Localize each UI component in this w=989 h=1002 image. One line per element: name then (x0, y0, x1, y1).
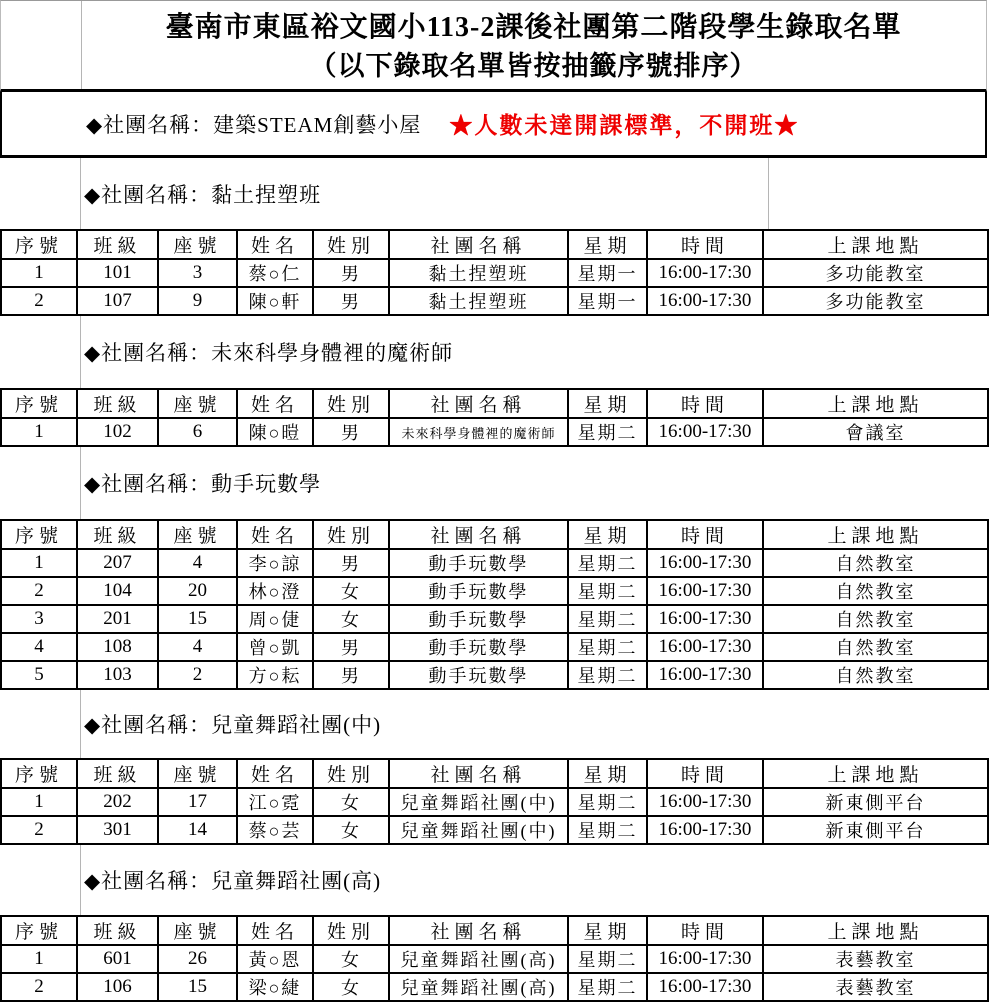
section-label-band (0, 447, 987, 519)
header-location: 上課地點 (763, 916, 988, 945)
cell-location: 新東側平台 (763, 788, 988, 816)
section-title: ◆社團名稱：兒童舞蹈社團(中) (84, 713, 382, 737)
header-name: 姓名 (237, 916, 313, 945)
cell-time: 16:00-17:30 (647, 577, 763, 605)
gridline (81, 1, 82, 89)
cell-gender: 男 (313, 259, 389, 287)
gridline (768, 158, 769, 229)
header-gender: 姓別 (313, 916, 389, 945)
cell-time: 16:00-17:30 (647, 788, 763, 816)
cell-name: 周○倢 (237, 605, 313, 633)
cell-time: 16:00-17:30 (647, 816, 763, 844)
header-name: 姓名 (237, 520, 313, 549)
header-club: 社團名稱 (389, 520, 568, 549)
header-seat: 座號 (158, 230, 237, 259)
cell-gender: 女 (313, 945, 389, 973)
header-row (1, 520, 988, 549)
cell-class: 201 (77, 605, 158, 633)
cell-gender: 男 (313, 661, 389, 689)
cell-name: 蔡○芸 (237, 816, 313, 844)
cell-class: 107 (77, 287, 158, 315)
cell-class: 102 (77, 418, 158, 446)
header-seq: 序號 (1, 230, 77, 259)
header-club: 社團名稱 (389, 230, 568, 259)
cell-seq: 2 (1, 577, 77, 605)
cell-seat: 15 (158, 973, 237, 1001)
cell-name: 黃○恩 (237, 945, 313, 973)
table-row (1, 633, 988, 661)
cell-location: 自然教室 (763, 577, 988, 605)
cancelled-club-band (0, 92, 987, 158)
cell-seq: 1 (1, 259, 77, 287)
cell-location: 自然教室 (763, 661, 988, 689)
cell-name: 梁○緁 (237, 973, 313, 1001)
gridline (80, 158, 81, 229)
cell-location: 表藝教室 (763, 973, 988, 1001)
cancelled-club-label: ◆社團名稱：建築STEAM創藝小屋 (86, 112, 422, 137)
header-gender: 姓別 (313, 759, 389, 788)
cell-weekday: 星期二 (568, 788, 647, 816)
cell-club: 動手玩數學 (389, 633, 568, 661)
cell-location: 表藝教室 (763, 945, 988, 973)
cell-seat: 6 (158, 418, 237, 446)
roster-table (0, 519, 989, 690)
table-row (1, 418, 988, 446)
cell-weekday: 星期二 (568, 945, 647, 973)
cell-gender: 女 (313, 577, 389, 605)
roster-table (0, 758, 989, 845)
section-label-band (0, 158, 987, 229)
cell-gender: 女 (313, 788, 389, 816)
header-club: 社團名稱 (389, 916, 568, 945)
section-title: ◆社團名稱：動手玩數學 (84, 472, 322, 496)
table-row (1, 259, 988, 287)
cell-class: 106 (77, 973, 158, 1001)
cell-weekday: 星期二 (568, 418, 647, 446)
cell-location: 多功能教室 (763, 287, 988, 315)
header-seq: 序號 (1, 759, 77, 788)
cell-club: 兒童舞蹈社團(高) (389, 945, 568, 973)
header-time: 時間 (647, 520, 763, 549)
cell-location: 多功能教室 (763, 259, 988, 287)
cell-weekday: 星期一 (568, 259, 647, 287)
cell-class: 103 (77, 661, 158, 689)
header-weekday: 星期 (568, 230, 647, 259)
section-title: ◆社團名稱：兒童舞蹈社團(高) (84, 869, 382, 893)
document-subtitle: （以下錄取名單皆按抽籤序號排序） (309, 51, 758, 81)
cell-seat: 17 (158, 788, 237, 816)
table-row (1, 788, 988, 816)
cell-seq: 1 (1, 945, 77, 973)
cell-club: 動手玩數學 (389, 549, 568, 577)
cell-club: 動手玩數學 (389, 661, 568, 689)
cell-seat: 4 (158, 633, 237, 661)
cell-class: 202 (77, 788, 158, 816)
cell-seq: 4 (1, 633, 77, 661)
table-row (1, 605, 988, 633)
cell-time: 16:00-17:30 (647, 633, 763, 661)
cell-class: 301 (77, 816, 158, 844)
header-seq: 序號 (1, 520, 77, 549)
cell-name: 李○諒 (237, 549, 313, 577)
cell-class: 108 (77, 633, 158, 661)
header-weekday: 星期 (568, 916, 647, 945)
cell-seq: 1 (1, 549, 77, 577)
cell-seq: 5 (1, 661, 77, 689)
header-time: 時間 (647, 759, 763, 788)
header-seq: 序號 (1, 389, 77, 418)
cell-weekday: 星期二 (568, 577, 647, 605)
cell-weekday: 星期二 (568, 605, 647, 633)
table-row (1, 973, 988, 1001)
cell-name: 江○霓 (237, 788, 313, 816)
cell-weekday: 星期二 (568, 661, 647, 689)
header-location: 上課地點 (763, 759, 988, 788)
cell-gender: 女 (313, 816, 389, 844)
roster-table (0, 915, 989, 1002)
cell-name: 陳○軒 (237, 287, 313, 315)
club-sections-container (0, 158, 987, 1002)
header-name: 姓名 (237, 389, 313, 418)
cell-gender: 男 (313, 549, 389, 577)
cell-gender: 男 (313, 418, 389, 446)
header-gender: 姓別 (313, 520, 389, 549)
cell-time: 16:00-17:30 (647, 973, 763, 1001)
cell-weekday: 星期二 (568, 549, 647, 577)
document-title: 臺南市東區裕文國小113-2課後社團第二階段學生錄取名單 (165, 12, 902, 43)
cell-club: 兒童舞蹈社團(中) (389, 816, 568, 844)
header-name: 姓名 (237, 759, 313, 788)
header-location: 上課地點 (763, 230, 988, 259)
header-class: 班級 (77, 759, 158, 788)
header-location: 上課地點 (763, 520, 988, 549)
header-class: 班級 (77, 520, 158, 549)
cell-club: 兒童舞蹈社團(高) (389, 973, 568, 1001)
header-seat: 座號 (158, 389, 237, 418)
cell-location: 新東側平台 (763, 816, 988, 844)
table-row (1, 661, 988, 689)
cell-club: 未來科學身體裡的魔術師 (389, 418, 568, 446)
gridline (80, 447, 81, 519)
cell-name: 陳○暟 (237, 418, 313, 446)
cell-name: 曾○凱 (237, 633, 313, 661)
cell-seq: 2 (1, 287, 77, 315)
header-gender: 姓別 (313, 230, 389, 259)
table-row (1, 287, 988, 315)
cell-weekday: 星期一 (568, 287, 647, 315)
cell-seat: 3 (158, 259, 237, 287)
header-row (1, 230, 988, 259)
cell-seat: 14 (158, 816, 237, 844)
cell-seq: 3 (1, 605, 77, 633)
header-gender: 姓別 (313, 389, 389, 418)
not-opening-warning: ★人數未達開課標準，不開班★ (449, 113, 800, 138)
header-club: 社團名稱 (389, 759, 568, 788)
cell-gender: 男 (313, 287, 389, 315)
header-row (1, 916, 988, 945)
cell-seat: 2 (158, 661, 237, 689)
header-time: 時間 (647, 389, 763, 418)
cell-location: 自然教室 (763, 549, 988, 577)
cell-weekday: 星期二 (568, 973, 647, 1001)
cell-seat: 9 (158, 287, 237, 315)
header-class: 班級 (77, 916, 158, 945)
section-title: ◆社團名稱：未來科學身體裡的魔術師 (84, 341, 454, 365)
cell-time: 16:00-17:30 (647, 945, 763, 973)
header-club: 社團名稱 (389, 389, 568, 418)
header-class: 班級 (77, 389, 158, 418)
table-row (1, 577, 988, 605)
cell-club: 兒童舞蹈社團(中) (389, 788, 568, 816)
section-label-band (0, 845, 987, 915)
cell-club: 黏土捏塑班 (389, 259, 568, 287)
cell-seq: 2 (1, 816, 77, 844)
cell-time: 16:00-17:30 (647, 605, 763, 633)
cell-location: 自然教室 (763, 605, 988, 633)
cell-name: 蔡○仁 (237, 259, 313, 287)
cell-seat: 4 (158, 549, 237, 577)
header-time: 時間 (647, 916, 763, 945)
header-weekday: 星期 (568, 520, 647, 549)
header-weekday: 星期 (568, 759, 647, 788)
cell-location: 自然教室 (763, 633, 988, 661)
cell-class: 101 (77, 259, 158, 287)
cell-time: 16:00-17:30 (647, 661, 763, 689)
section-label-band (0, 690, 987, 758)
cell-class: 104 (77, 577, 158, 605)
cell-club: 黏土捏塑班 (389, 287, 568, 315)
cell-class: 601 (77, 945, 158, 973)
cell-time: 16:00-17:30 (647, 418, 763, 446)
cell-seq: 2 (1, 973, 77, 1001)
cell-seq: 1 (1, 418, 77, 446)
header-time: 時間 (647, 230, 763, 259)
cell-name: 林○澄 (237, 577, 313, 605)
cell-seat: 20 (158, 577, 237, 605)
header-location: 上課地點 (763, 389, 988, 418)
cell-time: 16:00-17:30 (647, 259, 763, 287)
cell-time: 16:00-17:30 (647, 287, 763, 315)
cell-weekday: 星期二 (568, 633, 647, 661)
header-seat: 座號 (158, 759, 237, 788)
header-seat: 座號 (158, 520, 237, 549)
header-seq: 序號 (1, 916, 77, 945)
table-row (1, 549, 988, 577)
cell-gender: 男 (313, 633, 389, 661)
header-row (1, 389, 988, 418)
gridline (80, 690, 81, 758)
header-class: 班級 (77, 230, 158, 259)
cell-location: 會議室 (763, 418, 988, 446)
cell-time: 16:00-17:30 (647, 549, 763, 577)
header-name: 姓名 (237, 230, 313, 259)
cell-club: 動手玩數學 (389, 605, 568, 633)
header-seat: 座號 (158, 916, 237, 945)
gridline (80, 316, 81, 388)
cell-seat: 15 (158, 605, 237, 633)
cell-gender: 女 (313, 605, 389, 633)
cell-seat: 26 (158, 945, 237, 973)
roster-table (0, 229, 989, 316)
cell-club: 動手玩數學 (389, 577, 568, 605)
table-row (1, 816, 988, 844)
cell-gender: 女 (313, 973, 389, 1001)
document-header (0, 0, 987, 92)
cell-weekday: 星期二 (568, 816, 647, 844)
header-weekday: 星期 (568, 389, 647, 418)
roster-table (0, 388, 989, 447)
cell-class: 207 (77, 549, 158, 577)
section-label-band (0, 316, 987, 388)
table-row (1, 945, 988, 973)
cell-name: 方○耘 (237, 661, 313, 689)
section-title: ◆社團名稱：黏土捏塑班 (84, 182, 322, 207)
gridline (80, 845, 81, 915)
header-row (1, 759, 988, 788)
cell-seq: 1 (1, 788, 77, 816)
